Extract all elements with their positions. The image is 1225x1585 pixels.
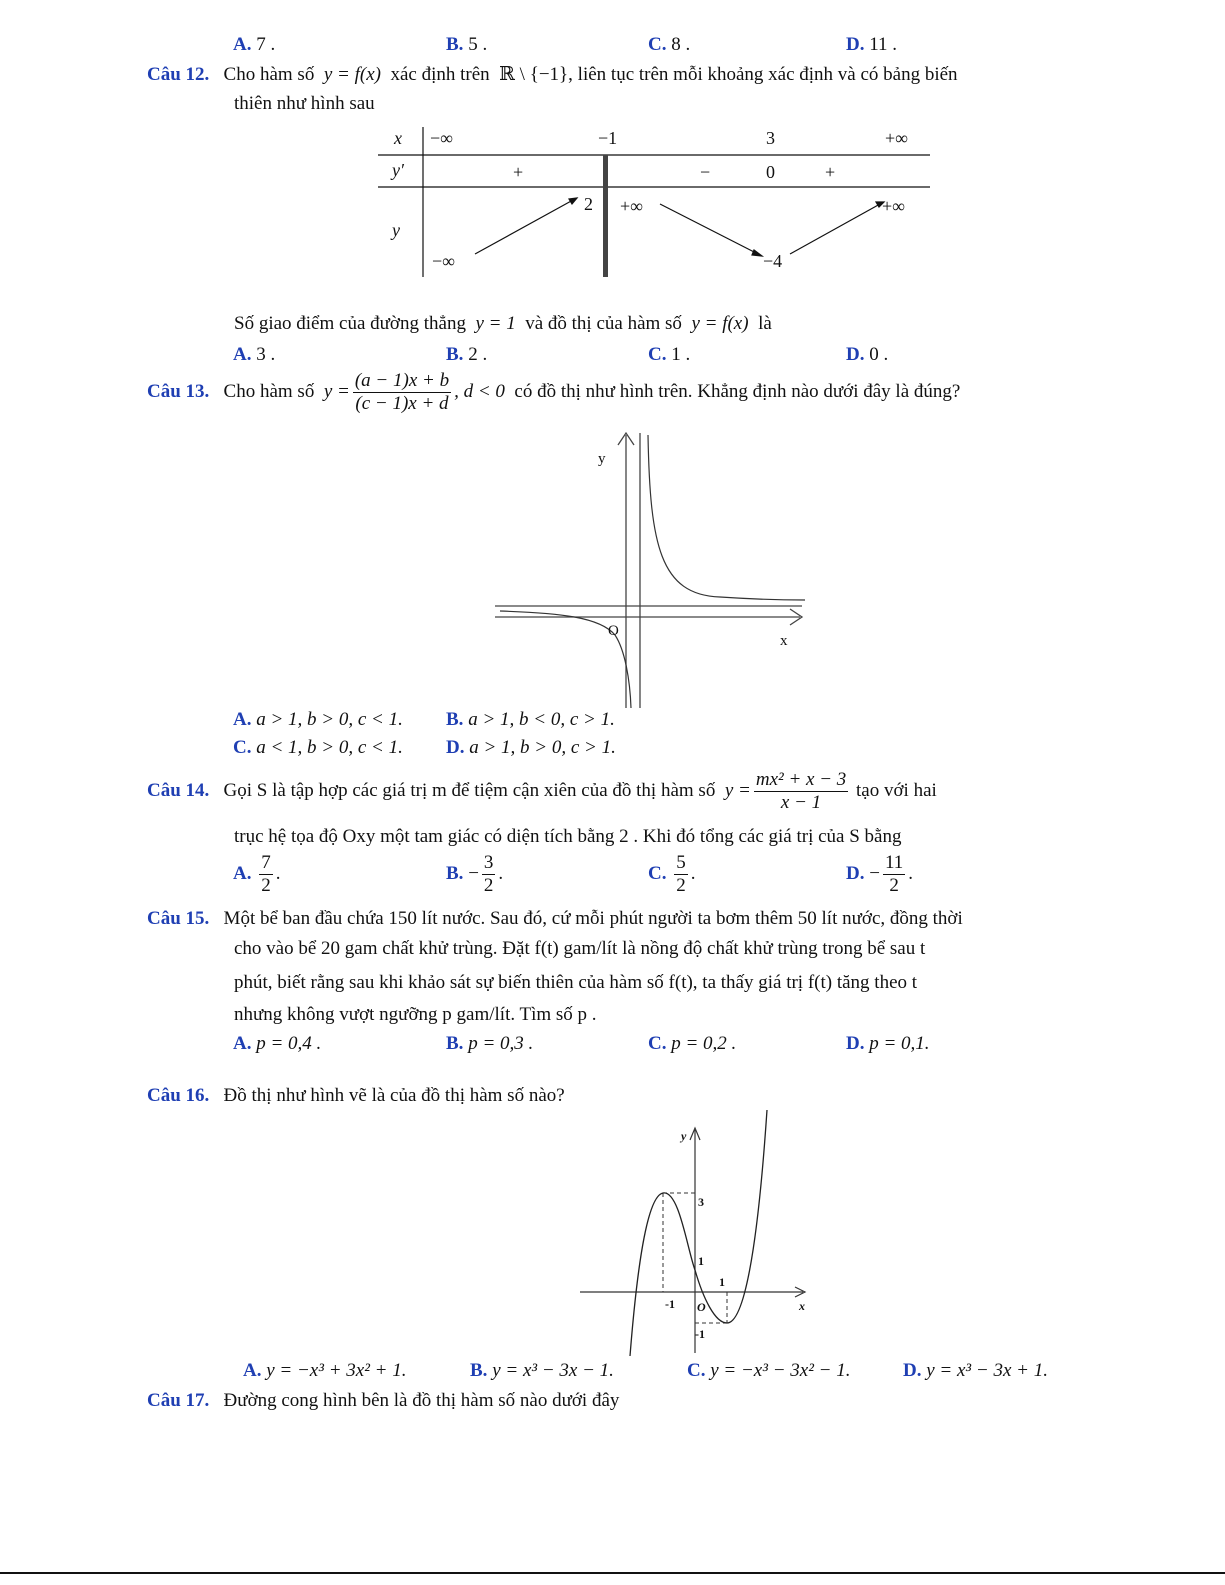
q12-option-a: A. 3 . [233,344,276,365]
q16-option-c: C. y = −x³ − 3x² − 1. [687,1360,851,1381]
q13-x-label: x [780,633,788,649]
q12-label: Câu 12. [147,64,210,85]
q16-tick-m1y: -1 [695,1327,705,1341]
vt-yp-zero: 0 [766,162,775,182]
q16-tick-m1x: -1 [665,1297,675,1311]
variation-table [370,122,935,282]
q15-option-b: B. p = 0,3 . [446,1033,534,1054]
q14-statement: Câu 14. Gọi S là tập hợp các giá trị m để tiệm cận xiên của đồ thị hàm số y = $\frac{\text{mx² + x − 3}}{x - 1}$ tạo với hai [147,769,937,813]
q16-statement: Câu 16. Đồ thị như hình vẽ là của đồ thị hàm số nào? [147,1085,565,1106]
q13-statement: Câu 13. Cho hàm số y = $\frac{(a - 1)x + b}{(c - 1)x + d}$ , d < 0 có đồ thị như hình trên. Khẳng định nào dưới đây là đúng? [147,370,961,414]
q15-label: Câu 15. [147,908,210,929]
q13-option-c: C. a < 1, b > 0, c < 1. [233,737,403,758]
vt-y-pos-inf-2: +∞ [882,196,905,216]
q16-option-b: B. y = x³ − 3x − 1. [470,1360,614,1381]
vt-yprime-label: y′ [392,160,404,180]
arrow-down [660,204,758,254]
vt-x-label: x [394,128,402,148]
q16-x-label: x [799,1299,805,1313]
page-bottom-rule [0,1572,1225,1574]
q17-statement: Câu 17. Đường cong hình bên là đồ thị hàm số nào dưới đây [147,1390,620,1411]
vt-y-neg-inf: −∞ [432,251,455,271]
q12-statement-cont: thiên như hình sau [234,93,375,114]
q16-graph [575,1108,820,1358]
q13-graph [490,425,820,710]
q16-origin-label: O [697,1300,706,1314]
q13-option-a: A. a > 1, b > 0, c < 1. [233,709,403,730]
q16-tick-1y: 1 [698,1254,704,1268]
arrow-up-2 [790,204,880,254]
q17-label: Câu 17. [147,1390,210,1411]
vt-y-minus4: −4 [763,251,783,271]
q11-option-c: C. 8 . [648,34,691,55]
q15-option-c: C. p = 0,2 . [648,1033,737,1054]
q14-option-c: C. $\frac{5}{2}$ . [648,852,696,896]
q15-line-4: nhưng không vượt ngưỡng p gam/lít. Tìm số p . [234,1004,597,1025]
vt-yp-minus: − [700,162,711,182]
q11-option-d: D. 11 . [846,34,898,55]
q13-option-b: B. a > 1, b < 0, c > 1. [446,709,615,730]
q12-option-d: D. 0 . [846,344,889,365]
q16-option-d: D. y = x³ − 3x + 1. [903,1360,1048,1381]
q15-statement: Câu 15. Một bể ban đầu chứa 150 lít nước. Sau đó, cứ mỗi phút người ta bơm thêm 50 lít nước, đồng thời [147,908,963,929]
q13-option-d: D. a > 1, b > 0, c > 1. [446,737,616,758]
q11-option-b: B. 5 . [446,34,488,55]
vt-x-3: 3 [766,128,775,148]
q14-label: Câu 14. [147,779,210,801]
q16-y-label: y [681,1129,687,1143]
q14-fraction: $\frac{\text{mx² + x − 3}}{x - 1}$ [755,769,847,813]
q15-line-2: cho vào bể 20 gam chất khử trùng. Đặt f(t) gam/lít là nồng độ chất khử trùng trong bể sau t [234,938,926,959]
q15-option-a: A. p = 0,4 . [233,1033,322,1054]
q14-option-b: B. − $\frac{3}{2}$ . [446,852,504,896]
q12-option-b: B. 2 . [446,344,488,365]
q13-right-branch [648,435,805,600]
vt-yp-plus-2: + [825,162,836,182]
q12-question: Số giao điểm của đường thẳng y = 1 và đồ thị của hàm số y = f(x) là [234,313,772,334]
undefined-bar [603,155,608,277]
vt-y-pos-inf-1: +∞ [620,196,643,216]
q13-origin-label: O [608,623,619,639]
q13-fraction: $\frac{(a - 1)x + b}{(c - 1)x + d}$ [354,370,450,414]
q14-option-d: D. − $\frac{11}{2}$ . [846,852,913,896]
q13-label: Câu 13. [147,380,210,402]
q12-option-c: C. 1 . [648,344,691,365]
vt-yp-plus-1: + [513,162,524,182]
vt-y-label: y [392,220,400,240]
q16-cubic-curve [630,1110,767,1356]
q16-tick-3: 3 [698,1195,704,1209]
q16-label: Câu 16. [147,1085,210,1106]
vt-y-2: 2 [584,194,593,214]
q16-option-a: A. y = −x³ + 3x² + 1. [243,1360,407,1381]
q16-tick-1x: 1 [719,1275,725,1289]
q15-option-d: D. p = 0,1. [846,1033,930,1054]
q14-statement-cont: trục hệ tọa độ Oxy một tam giác có diện tích bằng 2 . Khi đó tổng các giá trị của S bằng [234,826,902,847]
q13-y-label: y [598,451,606,467]
q12-statement: Câu 12. Cho hàm số y = f(x) xác định trên ℝ \ {−1}, liên tục trên mỗi khoảng xác định và có bảng biến [147,64,958,85]
q15-line-3: phút, biết rằng sau khi khảo sát sự biến thiên của hàm số f(t), ta thấy giá trị f(t) tăng theo t [234,972,918,993]
q11-option-a: A. 7 . [233,34,276,55]
vt-x-minus1: −1 [598,128,618,148]
arrow-up-1 [475,200,573,254]
vt-x-neg-inf: −∞ [430,128,453,148]
vt-x-pos-inf: +∞ [885,128,908,148]
q14-option-a: A. $\frac{7}{2}$ . [233,852,281,896]
